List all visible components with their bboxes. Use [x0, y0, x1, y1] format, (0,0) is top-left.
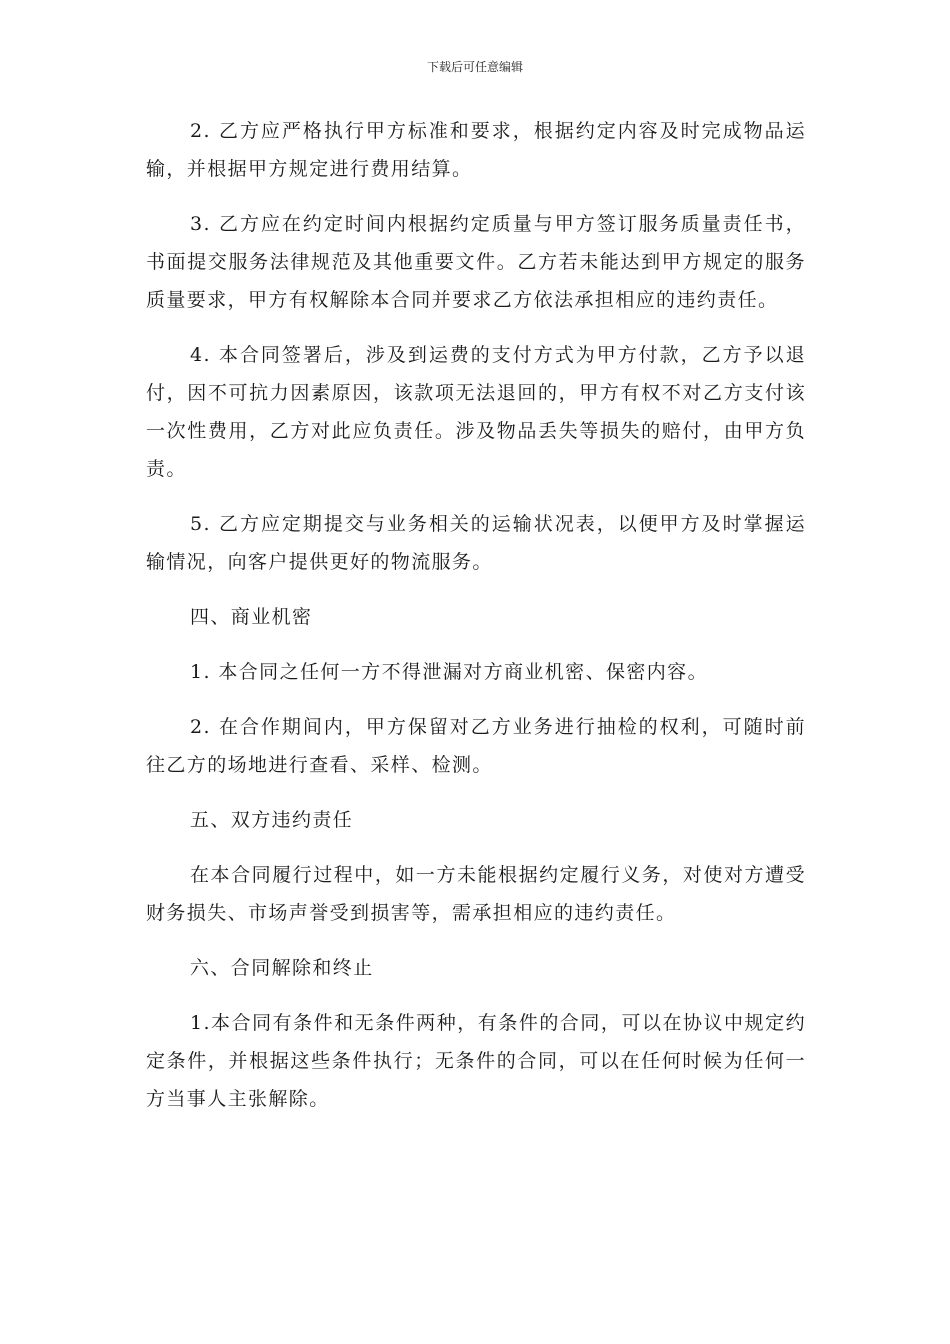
section-heading: 六、合同解除和终止 — [190, 957, 374, 979]
page-header-note: 下载后可任意编辑 — [426, 60, 523, 74]
clause-paragraph: 3. 乙方应在约定时间内根据约定质量与甲方签订服务质量责任书，书面提交服务法律规范及其他重要文件。乙方若未能达到甲方规定的服务质量要求，甲方有权解除本合同并要求乙方依法承担相应的违约责任。 — [146, 213, 806, 311]
clause-paragraph: 在本合同履行过程中，如一方未能根据约定履行义务，对使对方遭受财务损失、市场声誉受到损害等，需承担相应的违约责任。 — [146, 864, 806, 924]
section-heading: 五、双方违约责任 — [190, 809, 354, 831]
clause-paragraph: 5. 乙方应定期提交与业务相关的运输状况表，以便甲方及时掌握运输情况，向客户提供更好的物流服务。 — [146, 513, 806, 573]
document-body — [146, 112, 806, 1135]
clause-paragraph: 1.本合同有条件和无条件两种，有条件的合同，可以在协议中规定约定条件，并根据这些条件执行；无条件的合同，可以在任何时候为任何一方当事人主张解除。 — [146, 1012, 806, 1110]
clause-paragraph: 2. 在合作期间内，甲方保留对乙方业务进行抽检的权利，可随时前往乙方的场地进行查看、采样、检测。 — [146, 716, 806, 776]
clause-paragraph: 2. 乙方应严格执行甲方标准和要求，根据约定内容及时完成物品运输，并根据甲方规定进行费用结算。 — [146, 120, 806, 180]
section-heading: 四、商业机密 — [190, 606, 313, 628]
clause-paragraph: 4. 本合同签署后，涉及到运费的支付方式为甲方付款，乙方予以退付，因不可抗力因素原因，该款项无法退回的，甲方有权不对乙方支付该一次性费用，乙方对此应负责任。涉及物品丢失等损失的赔付，由甲方负责。 — [146, 344, 806, 480]
clause-paragraph: 1. 本合同之任何一方不得泄漏对方商业机密、保密内容。 — [190, 661, 708, 683]
